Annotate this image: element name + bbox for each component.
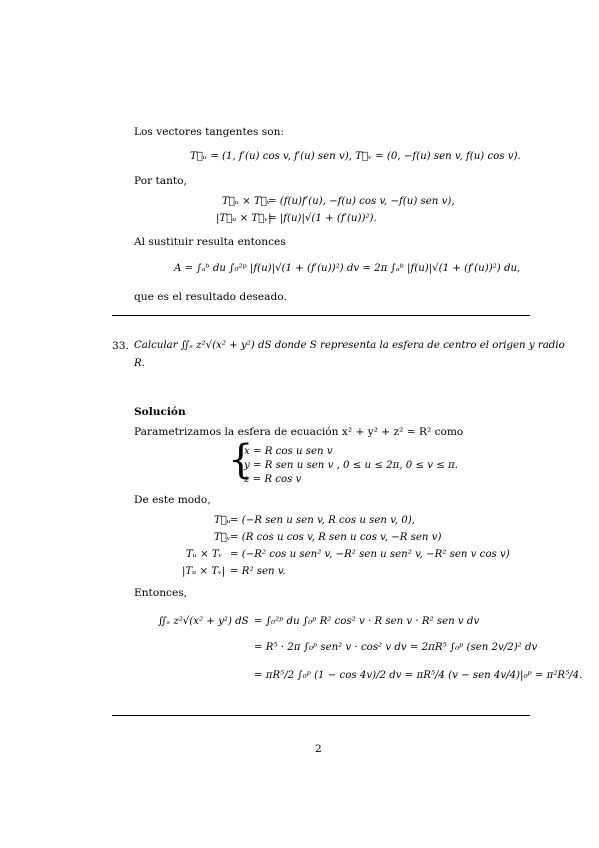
row-rhs: = (R cos u cos v, R sen u cos v, −R sen v) [230, 532, 442, 543]
por-tanto-text: Por tanto, [134, 175, 187, 187]
system-y: y = R sen u sen v , 0 ≤ u ≤ 2π, 0 ≤ v ≤ π. [244, 460, 458, 471]
section-divider [112, 715, 530, 716]
system-z: z = R cos v [244, 474, 302, 485]
system-brace: { [228, 437, 254, 483]
problem-number: 33. [112, 340, 129, 352]
area-formula: A = ∫ₐᵇ du ∫₀²ᵖ |f(u)|√(1 + (f′(u))²) dv = 2π ∫ₐᵇ |f(u)|√(1 + (f′(u))²) du, [174, 263, 521, 274]
cross-product-lhs: T⃗ᵤ × T⃗ᵥ [222, 196, 271, 207]
solution-heading: Solución [134, 406, 186, 418]
page-number: 2 [315, 743, 322, 755]
row-lhs: T⃗ᵤ [214, 515, 231, 526]
entonces-text: Entonces, [134, 587, 188, 599]
final-step: = πR⁵/2 ∫₀ᵖ (1 − cos 4v)/2 dv = πR⁵/4 (v − sen 4v/4)|₀ᵖ = π²R⁵/4. [254, 670, 583, 681]
norm-lhs: |T⃗ᵤ × T⃗ᵥ| [216, 213, 272, 224]
norm-rhs: = |f(u)|√(1 + (f′(u))²). [268, 213, 377, 224]
row-rhs: = (−R sen u sen v, R cos u sen v, 0), [230, 515, 415, 526]
final-step: = R⁵ · 2π ∫₀ᵖ sen² v · cos² v dv = 2πR⁵ ∫₀ᵖ (sen 2v/2)² dv [254, 642, 538, 653]
row-lhs: T⃗ᵥ [214, 532, 231, 543]
tangent-vectors-formula: T⃗ᵤ = (1, f′(u) cos v, f′(u) sen v), T⃗ᵥ = (0, −f(u) sen v, f(u) cos v). [190, 151, 521, 162]
problem-statement-line1: Calcular ∬ₛ z²√(x² + y²) dS donde S representa la esfera de centro el origen y radio [134, 340, 565, 351]
al-sustituir-text: Al sustituir resulta entonces [134, 236, 286, 248]
system-x: x = R cos u sen v [244, 446, 333, 457]
row-lhs: Tᵤ × Tᵥ [186, 549, 223, 560]
row-rhs: = (−R² cos u sen² v, −R² sen u sen² v, −R² sen v cos v) [230, 549, 510, 560]
final-integral-lhs: ∬ₛ z²√(x² + y²) dS [158, 616, 249, 627]
de-este-modo-text: De este modo, [134, 494, 211, 506]
problem-statement-line2: R. [134, 358, 145, 369]
row-lhs: |Tᵤ × Tᵥ| [182, 566, 226, 577]
param-intro: Parametrizamos la esfera de ecuación x² + y² + z² = R² como [134, 426, 464, 438]
section-divider [112, 315, 530, 316]
row-rhs: = R² sen v. [230, 566, 286, 577]
conclusion-text: que es el resultado deseado. [134, 291, 287, 303]
final-step: = ∫₀²ᵖ du ∫₀ᵖ R² cos² v · R sen v · R² sen v dv [254, 616, 480, 627]
tangent-intro: Los vectores tangentes son: [134, 126, 284, 138]
cross-product-rhs: = (f(u)f′(u), −f(u) cos v, −f(u) sen v), [268, 196, 455, 207]
